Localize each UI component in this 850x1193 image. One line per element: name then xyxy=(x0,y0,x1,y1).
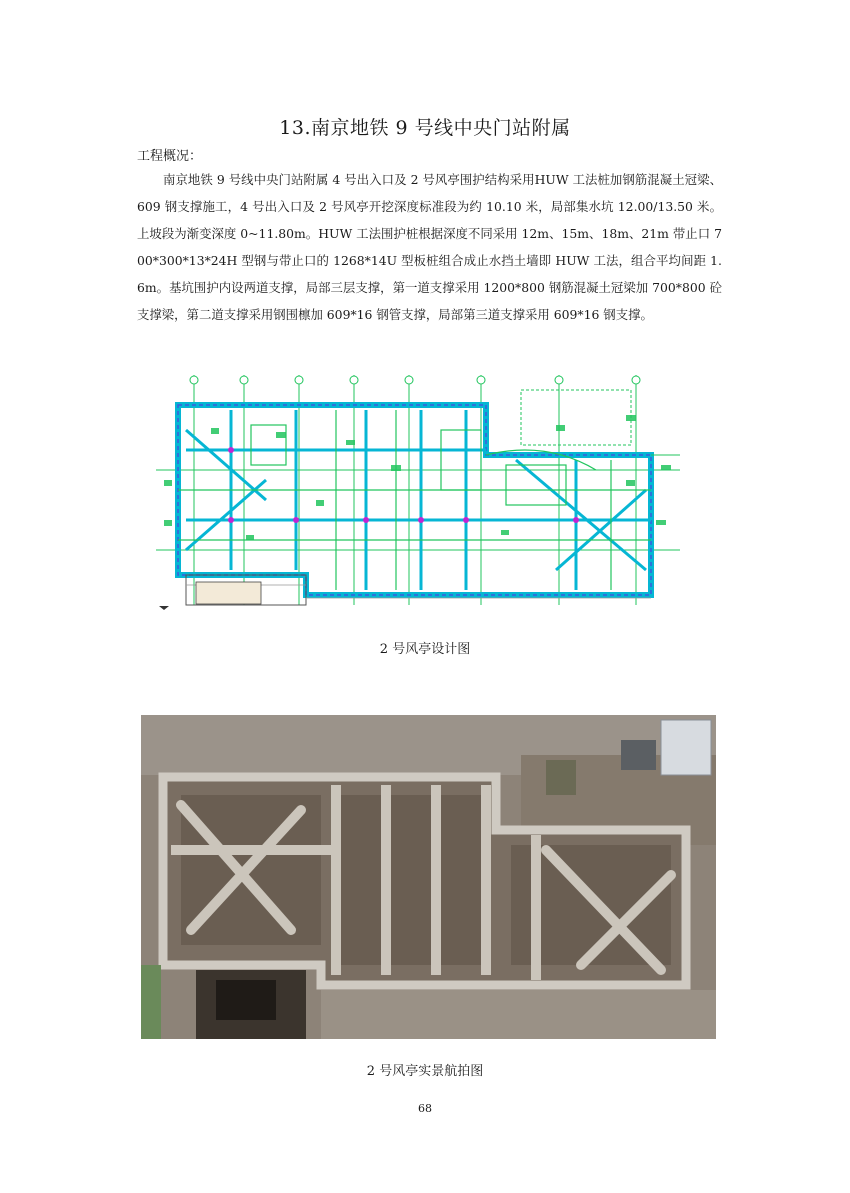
overview-paragraph: 南京地铁 9 号线中央门站附属 4 号出入口及 2 号风亭围护结构采用HUW 工法桩加钢筋混凝土冠梁、609 钢支撑施工，4 号出入口及 2 号风亭开挖深度标准段为约 10.10 米，局部集水坑 12.00/13.50 米。上坡段为渐变深度 0~11.80m。HUW 工法围护桩根据深度不同采用 12m、15m、18m、21m 带止口 700*300*13*24H 型钢与带止口的 1268*14U 型板桩组合成止水挡土墙即 HUW 工法，组合平均间距 1.6m。基坑围护内设两道支撑，局部三层支撑，第一道支撑采用 1200*800 钢筋混凝土冠梁加 700*800 砼支撑梁，第二道支撑采用钢围檩加 609*16 钢管支撑，局部第三道支撑采用 609*16 钢支撑。 xyxy=(137,172,722,322)
aerial-photo-caption: 2 号风亭实景航拍图 xyxy=(366,1064,484,1079)
design-drawing-figure xyxy=(156,370,680,614)
section-subhead: 工程概况： xyxy=(137,149,203,164)
aerial-photo-figure xyxy=(141,715,716,1039)
aerial-photo-image xyxy=(141,715,716,1039)
page-title: 13.南京地铁 9 号线中央门站附属 xyxy=(279,117,571,139)
design-drawing-image xyxy=(156,370,680,614)
page-number: 68 xyxy=(418,1102,432,1115)
design-drawing-caption: 2 号风亭设计图 xyxy=(379,642,471,657)
